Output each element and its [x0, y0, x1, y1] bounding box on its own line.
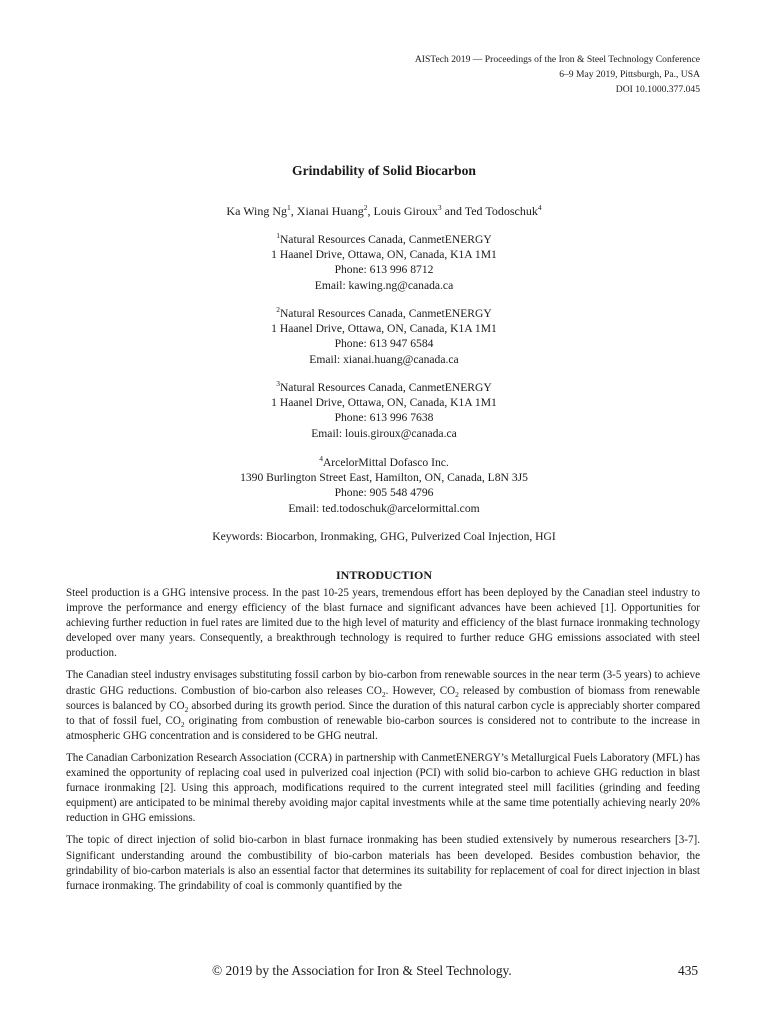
- author-superscript: 2: [363, 203, 368, 212]
- affiliation-superscript: 4: [319, 454, 323, 464]
- conference-name: AISTech 2019 — Proceedings of the Iron & Steel Technology Conference: [414, 54, 700, 65]
- affiliation-block: [0, 455, 768, 516]
- section-heading: INTRODUCTION: [335, 568, 432, 582]
- author-separator: ,: [290, 204, 297, 218]
- body-text: [66, 586, 700, 901]
- paragraph-text: absorbed during its growth period. Since the duration of this natural carbon cycle is appreciably shorter compared to that of fossil fuel, CO: [66, 699, 700, 727]
- affiliation-address: 1 Haanel Drive, Ottawa, ON, Canada, K1A 1M1: [271, 322, 497, 336]
- author-separator: and: [441, 204, 465, 218]
- subscript: 2: [184, 704, 189, 714]
- affiliation-org: Natural Resources Canada, CanmetENERGY: [279, 307, 492, 320]
- affiliation-org: ArcelorMittal Dofasco Inc.: [322, 456, 449, 469]
- doi-text: DOI 10.1000.377.045: [615, 84, 700, 95]
- keywords-line: Keywords: Biocarbon, Ironmaking, GHG, Pulverized Coal Injection, HGI: [212, 530, 556, 543]
- subscript: 2: [381, 689, 386, 699]
- subscript: 2: [455, 689, 459, 699]
- affiliation-email: Email: ted.todoschuk@arcelormittal.com: [288, 501, 480, 515]
- affiliation-phone: Phone: 613 996 7638: [334, 411, 434, 425]
- author-name: Louis Giroux: [373, 204, 438, 218]
- paragraph: The topic of direct injection of solid bio-carbon in blast furnace ironmaking has been studied extensively by numerous researchers [3-7]. Significant understanding around the combustibility of bio-carbon materials has been developed. Besides combustion behavior, the grindability of bio-carbon materials is also an essential factor that determines its suitability for replacement of coal for direct injection in blast furnace ironmaking. The grindability of coal is commonly quantified by the: [66, 834, 700, 892]
- affiliation-org: Natural Resources Canada, CanmetENERGY: [279, 381, 492, 394]
- affiliation-address: 1390 Burlington Street East, Hamilton, ON, Canada, L8N 3J5: [240, 471, 528, 485]
- affiliation-phone: Phone: 905 548 4796: [334, 486, 434, 500]
- affiliation-superscript: 1: [276, 231, 280, 241]
- paragraph: The Canadian Carbonization Research Association (CCRA) in partnership with CanmetENERGY’s Metallurgical Fuels Laboratory (MFL) has examined the opportunity of replacing coal used in pulverized coal injection (PCI) with solid bio-carbon to achieve GHG reduction in blast furnace ironmaking [2]. Using this approach, modifications required to the current integrated steel mill facilities (grinding and feeding equipment) are anticipated to be minimal thereby avoiding major capital investments while at the same time potentially achieving nearly 20% reduction in GHG emissions.: [66, 751, 700, 825]
- affiliation-block: [0, 380, 768, 441]
- author-superscript: 4: [537, 203, 542, 212]
- affiliation-superscript: 3: [276, 379, 280, 389]
- paragraph-text: released by combustion of biomass from renewable sources is balanced by CO: [66, 684, 700, 712]
- paragraph-text: . However, CO: [385, 684, 456, 697]
- page-number: 435: [678, 963, 699, 978]
- conference-header: [240, 52, 700, 97]
- author-superscript: 3: [437, 203, 442, 212]
- author-list: [0, 204, 768, 219]
- author-separator: ,: [367, 204, 374, 218]
- author-superscript: 1: [287, 203, 291, 212]
- affiliation-phone: Phone: 613 996 8712: [334, 263, 434, 277]
- affiliation-email: Email: kawing.ng@canada.ca: [314, 278, 454, 292]
- paragraph: Steel production is a GHG intensive process. In the past 10-25 years, tremendous effort has been deployed by the Canadian steel industry to improve the performance and energy efficiency of the blast furnace and significant advances have been achieved [1]. Opportunities for achieving further reduction in fuel rates are limited due to the high level of maturity and efficiency of the blast furnace ironmaking technology developed over many years. Consequently, a breakthrough technology is required to further reduce GHG emissions associated with steel production.: [66, 587, 700, 660]
- conference-dates: 6–9 May 2019, Pittsburgh, Pa., USA: [559, 69, 700, 80]
- subscript: 2: [180, 719, 185, 729]
- affiliation-superscript: 2: [276, 305, 280, 315]
- paper-title: Grindability of Solid Biocarbon: [292, 163, 476, 178]
- affiliation-address: 1 Haanel Drive, Ottawa, ON, Canada, K1A 1M1: [271, 396, 497, 410]
- affiliation-address: 1 Haanel Drive, Ottawa, ON, Canada, K1A 1M1: [271, 248, 497, 262]
- author-name: Xianai Huang: [296, 204, 364, 218]
- copyright-notice: © 2019 by the Association for Iron & Steel Technology.: [212, 963, 512, 978]
- paragraph-text: originating from combustion of renewable bio-carbon sources is considered not to contribute to the increase in atmospheric GHG concentration and is considered to be GHG neutral.: [66, 714, 700, 742]
- affiliation-block: [0, 306, 768, 367]
- author-name: Ka Wing Ng: [226, 204, 288, 218]
- paragraph: [66, 668, 700, 743]
- affiliation-block: [0, 232, 768, 293]
- author-name: Ted Todoschuk: [464, 204, 538, 218]
- affiliation-org: Natural Resources Canada, CanmetENERGY: [279, 233, 492, 246]
- affiliation-phone: Phone: 613 947 6584: [334, 337, 434, 351]
- paragraph-text: The Canadian steel industry envisages substituting fossil carbon by bio-carbon from renewable sources in the near term (3-5 years) to achieve drastic GHG reductions. Combustion of bio-carbon also releases CO: [66, 669, 700, 697]
- affiliation-email: Email: xianai.huang@canada.ca: [309, 352, 459, 366]
- affiliation-email: Email: louis.giroux@canada.ca: [311, 426, 457, 440]
